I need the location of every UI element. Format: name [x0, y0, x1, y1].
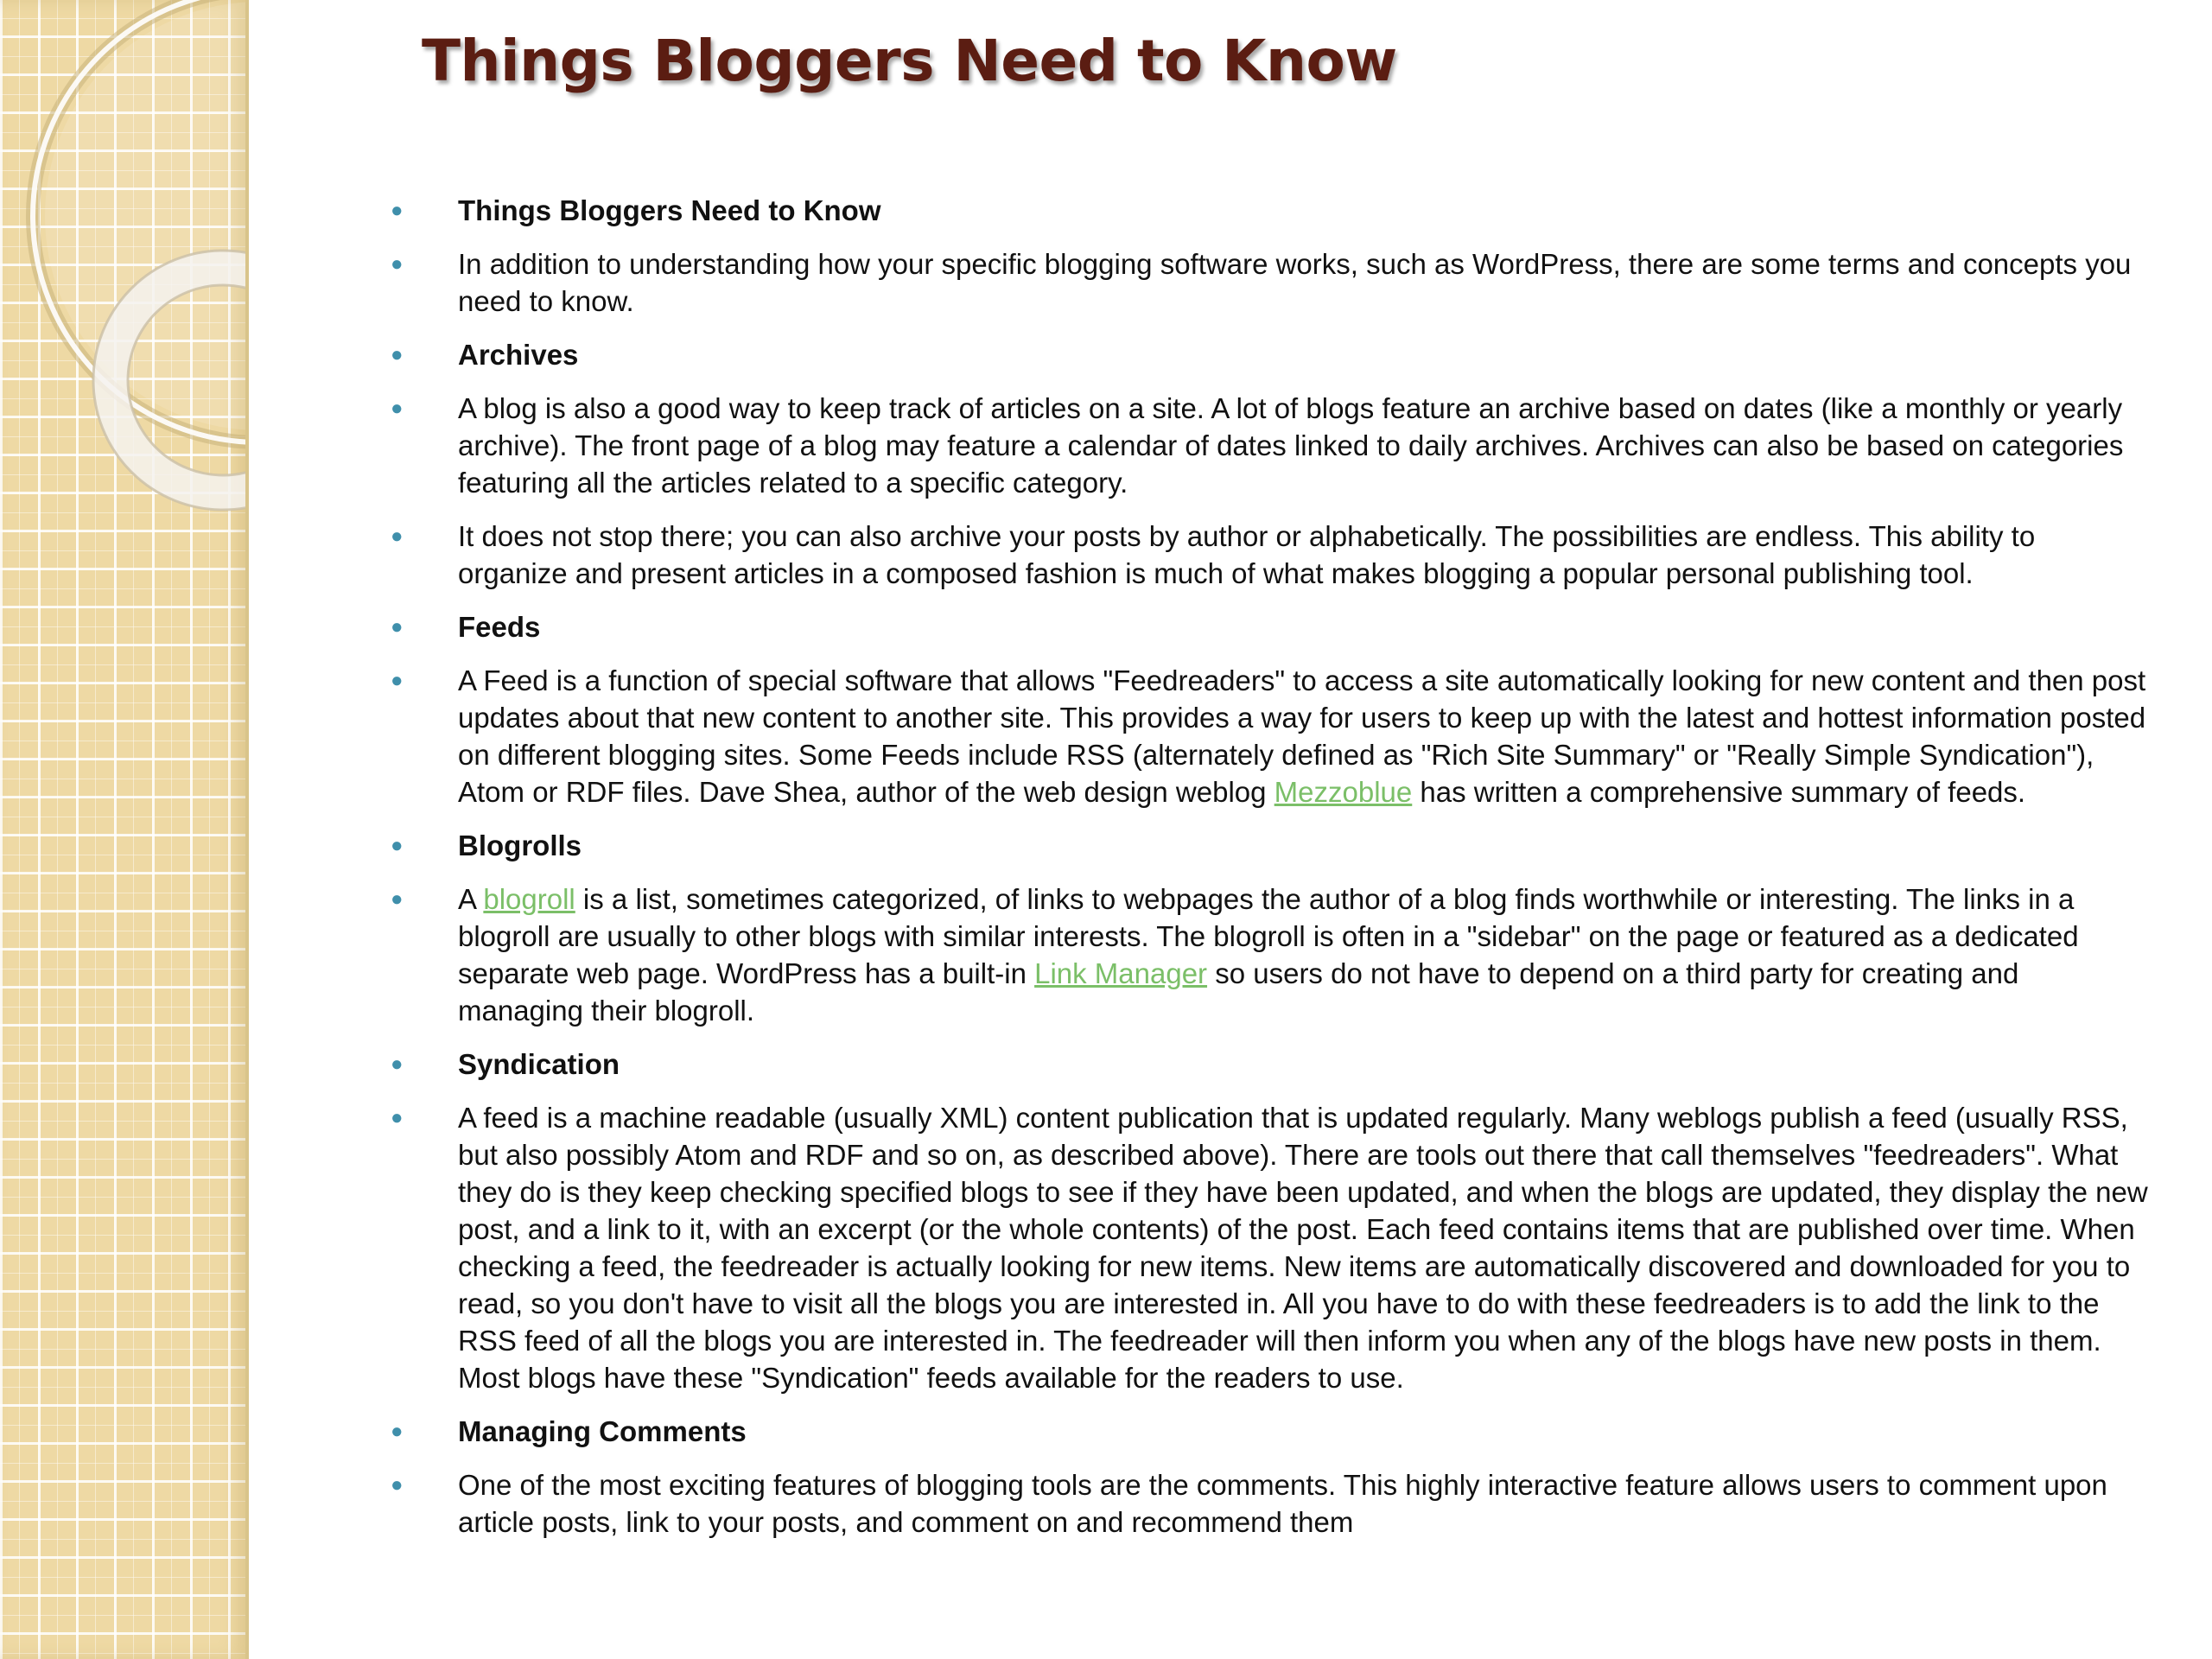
paragraph-text: In addition to understanding how your specific blogging software works, such as WordPress, there are some terms and concepts you need to know. — [458, 248, 2132, 317]
bullet-icon: ● — [391, 524, 404, 548]
bullet-icon: ● — [391, 199, 404, 222]
list-item — [385, 1099, 2152, 1396]
bullet-icon: ● — [391, 1106, 404, 1129]
decorative-rings-graphic — [0, 0, 245, 553]
paragraph-text-segment: so users do not have to depend on a third party for creating and managing their blogroll. — [458, 957, 2019, 1027]
list-item — [385, 662, 2152, 810]
slide-title: Things Bloggers Need to Know — [422, 28, 1397, 94]
paragraph-text: A blog is also a good way to keep track of articles on a site. A lot of blogs feature an archive based on dates (like a monthly or yearly archive). The front page of a blog may feature a calendar of dates linked to daily archives. Archives can also be based on categories featuring all the articles related to a specific category. — [458, 392, 2124, 499]
list-item — [385, 336, 2152, 373]
decorative-side-panel — [0, 0, 249, 1659]
bullet-icon: ● — [391, 1420, 404, 1443]
list-item — [385, 827, 2152, 864]
bullet-icon: ● — [391, 669, 404, 692]
paragraph-text — [458, 664, 2145, 808]
list-item — [385, 518, 2152, 592]
link-manager-link[interactable]: Link Manager — [1034, 957, 1208, 989]
list-item — [385, 192, 2152, 229]
section-heading: Things Bloggers Need to Know — [458, 194, 881, 226]
section-heading: Blogrolls — [458, 830, 582, 861]
paragraph-text-segment: A Feed is a function of special software that allows "Feedreaders" to access a site automatically looking for new content and then post updates about that new content to another site. This provides a way for users to keep up with the latest and hottest information posted on different blogging sites. Some Feeds include RSS (alternately defined as "Rich Site Summary" or "Really Simple Syndication"), Atom or RDF files. Dave Shea, author of the web design weblog — [458, 664, 2146, 808]
paragraph-text: One of the most exciting features of blogging tools are the comments. This highly interactive feature allows users to comment upon article posts, link to your posts, and comment on and recommend them — [458, 1469, 2107, 1538]
paragraph-text-segment: is a list, sometimes categorized, of links to webpages the author of a blog finds worthwhile or interesting. The links in a blogroll are usually to other blogs with similar interests. The blogroll is often in a "sidebar" on the page or featured as a dedicated separate web page. WordPress has a built-in — [458, 883, 2079, 989]
list-item — [385, 1466, 2152, 1541]
bullet-list — [385, 192, 2152, 1557]
bullet-icon: ● — [391, 252, 404, 276]
bullet-icon: ● — [391, 397, 404, 420]
paragraph-text — [458, 883, 2079, 1027]
section-heading: Managing Comments — [458, 1415, 747, 1447]
bullet-icon: ● — [391, 343, 404, 366]
bullet-icon: ● — [391, 834, 404, 857]
mezzoblue-link[interactable]: Mezzoblue — [1274, 776, 1413, 808]
paragraph-text-segment: A — [458, 883, 484, 915]
bullet-icon: ● — [391, 887, 404, 911]
list-item — [385, 390, 2152, 501]
section-heading: Syndication — [458, 1048, 620, 1080]
paragraph-text: It does not stop there; you can also archive your posts by author or alphabetically. The possibilities are endless. This ability to organize and present articles in a composed fashion is much of what makes blogging a popular personal publishing tool. — [458, 520, 2036, 589]
blogroll-link[interactable]: blogroll — [483, 883, 575, 915]
paragraph-text: A feed is a machine readable (usually XML) content publication that is updated regularly. Many weblogs publish a feed (usually RSS, but also possibly Atom and RDF and so on, as described above). There are tools out there that call themselves "feedreaders". What they do is they keep checking specified blogs to see if they have been updated, and when the blogs are updated, they display the new post, and a link to it, with an excerpt (or the whole contents) of the post. Each feed contains items that are published over time. When checking a feed, the feedreader is actually looking for new items. New items are automatically discovered and downloaded for you to read, so you don't have to visit all the blogs you are interested in. All you have to do with these feedreaders is to add the link to the RSS feed of all the blogs you are interested in. The feedreader will then inform you when any of the blogs have new posts in them. Most blogs have these "Syndication" feeds available for the readers to use. — [458, 1102, 2148, 1394]
paragraph-text-segment: has written a comprehensive summary of feeds. — [1412, 776, 2026, 808]
list-item — [385, 245, 2152, 320]
bullet-icon: ● — [391, 1052, 404, 1076]
list-item — [385, 608, 2152, 645]
list-item — [385, 1046, 2152, 1083]
bullet-icon: ● — [391, 615, 404, 639]
section-heading: Feeds — [458, 611, 541, 643]
list-item — [385, 880, 2152, 1029]
list-item — [385, 1413, 2152, 1450]
section-heading: Archives — [458, 339, 579, 371]
bullet-icon: ● — [391, 1473, 404, 1497]
